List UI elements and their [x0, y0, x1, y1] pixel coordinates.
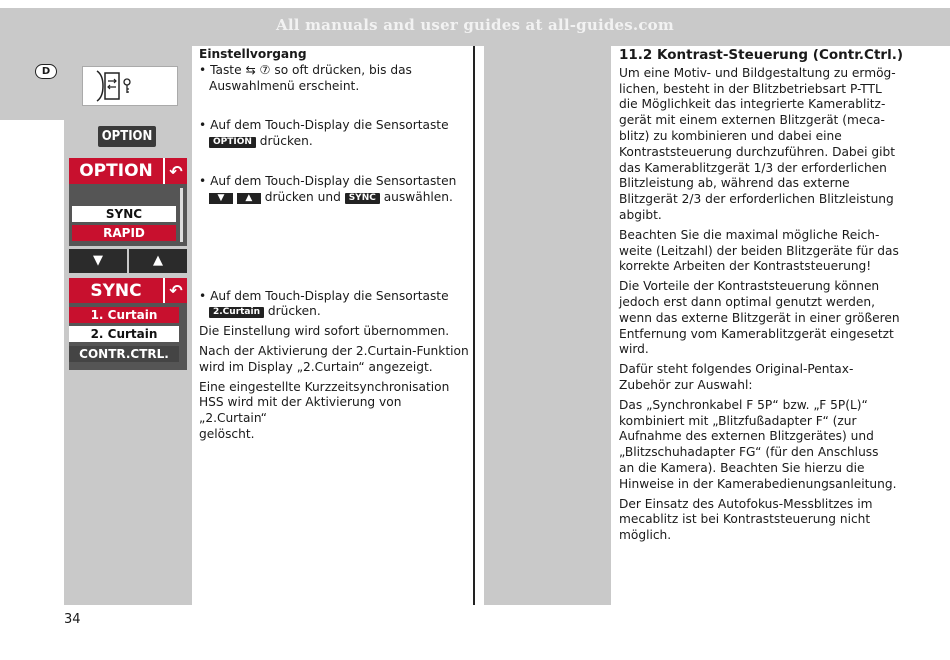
column-divider	[473, 46, 475, 605]
text-line: möglich.	[619, 528, 672, 543]
paragraph-4	[619, 362, 909, 394]
option-menu-title: OPTION	[79, 161, 153, 181]
section-heading: Einstellvorgang	[199, 47, 307, 61]
step-3: • Auf dem Touch-Display die Sensortasten	[199, 173, 457, 188]
mode-toggle-icon: ⇆ ⑦	[245, 62, 271, 77]
step-4: • Auf dem Touch-Display die Sensortaste	[199, 288, 449, 303]
text-line: Das „Synchronkabel F 5P“ bzw. „F 5P(L)“	[619, 397, 868, 412]
text-line: das Kamerablitzgerät 1/3 der erforderlichen	[619, 160, 887, 175]
text-line: an die Kamera). Beachten Sie hierzu die	[619, 460, 865, 475]
step-2-text-b: drücken.	[255, 134, 313, 149]
step-1	[199, 63, 469, 79]
back-icon: ↶	[163, 278, 187, 303]
sync-menu-header	[69, 278, 187, 303]
paragraph-2	[619, 228, 909, 275]
text-line: blitz) zu kombinieren und dabei eine	[619, 128, 842, 143]
text-line: korrekte Arbeiten der Kontraststeuerung!	[619, 259, 872, 274]
step-3-text-b: drücken und	[260, 189, 345, 204]
option-menu-header	[69, 158, 187, 184]
step-1-text: • Taste	[199, 62, 246, 77]
up-key-icon: ▲	[237, 193, 261, 204]
step-2: • Auf dem Touch-Display die Sensortaste	[199, 118, 449, 133]
text-line: weite (Leitzahl) der beiden Blitzgeräte für das	[619, 243, 899, 258]
note-2-l2: wird im Display „2.Curtain“ angezeigt.	[199, 359, 433, 374]
text-line: abgibt.	[619, 207, 662, 222]
paragraph-6	[619, 497, 909, 544]
text-line: Der Einsatz des Autofokus-Messblitzes im	[619, 496, 873, 511]
down-arrow-icon: ▼	[69, 249, 127, 273]
text-line: Hinweise in der Kamerabedienungsanleitung.	[619, 476, 897, 491]
menu-item-2-curtain: 2. Curtain	[69, 326, 179, 342]
text-line: wenn das externe Blitzgerät in einer größeren	[619, 310, 900, 325]
mode-button-illustration	[82, 66, 178, 106]
text-line: Kontraststeuerung durchzuführen. Dabei gibt	[619, 144, 896, 159]
step-1-cont: Auswahlmenü erscheint.	[209, 78, 360, 93]
text-line: Dafür steht folgendes Original-Pentax-	[619, 362, 854, 377]
paragraph-1	[619, 66, 909, 224]
menu-item-rapid: RAPID	[72, 225, 176, 241]
text-line: lichen, besteht in der Blitzbetriebsart P-TTL	[619, 81, 882, 96]
step-1-text-b: so oft drücken, bis das	[270, 62, 412, 77]
menu-item-1-curtain: 1. Curtain	[69, 307, 179, 323]
curtain-key: 2.Curtain	[209, 307, 264, 318]
left-text-column	[199, 47, 469, 443]
paragraph-5	[619, 398, 909, 493]
right-gray-column	[484, 46, 611, 605]
note-3-l1: Eine eingestellte Kurzzeitsynchronisation	[199, 379, 450, 394]
step-3-cont	[199, 190, 469, 206]
menu-item-contr-ctrl: CONTR.CTRL.	[69, 346, 179, 362]
step-2-cont	[199, 134, 469, 150]
paragraph-3	[619, 279, 909, 358]
step-4-text-b: drücken.	[264, 304, 321, 319]
text-line: Aufnahme des externen Blitzgerätes) und	[619, 429, 874, 444]
right-text-column	[619, 48, 909, 544]
page-number: 34	[64, 612, 81, 627]
right-heading: 11.2 Kontrast-Steuerung (Contr.Ctrl.)	[619, 47, 903, 63]
text-line: wird.	[619, 342, 649, 357]
text-line: gerät mit einem externen Blitzgerät (meca-	[619, 113, 885, 128]
note-3-l2: HSS wird mit der Aktivierung von „2.Curtain“	[199, 395, 402, 426]
scrollbar	[180, 188, 183, 242]
down-key-icon: ▼	[209, 193, 233, 204]
step-3-text-c: auswählen.	[379, 189, 453, 204]
option-menu-screen	[69, 158, 187, 246]
note-3-l3: gelöscht.	[199, 426, 255, 441]
back-icon: ↶	[163, 158, 187, 184]
option-key: OPTION	[209, 137, 256, 148]
sync-menu-screen	[69, 278, 187, 370]
text-line: Blitzgerät 2/3 der erforderlichen Blitzleistung	[619, 192, 894, 207]
text-line: Um eine Motiv- und Bildgestaltung zu ermög-	[619, 65, 896, 80]
text-line: Blitzleistung ab, während das externe	[619, 176, 850, 191]
sync-key: SYNC	[345, 193, 380, 204]
note-2-l1: Nach der Aktivierung der 2.Curtain-Funktion	[199, 343, 469, 358]
text-line: die Möglichkeit das integrierte Kamerablitz-	[619, 97, 886, 112]
option-button: OPTION	[98, 126, 156, 147]
step-4-cont	[199, 304, 469, 320]
note-1: Die Einstellung wird sofort übernommen.	[199, 324, 450, 339]
mode-button-icon	[83, 67, 177, 105]
text-line: mecablitz ist bei Kontraststeuerung nicht	[619, 512, 871, 527]
text-line: jedoch erst dann optimal genutzt werden,	[619, 294, 875, 309]
text-line: kombiniert mit „Blitzfußadapter F“ (zur	[619, 413, 857, 428]
language-badge: D	[35, 64, 57, 79]
sync-menu-title: SYNC	[90, 280, 142, 301]
text-line: Beachten Sie die maximal mögliche Reich-	[619, 227, 880, 242]
text-line: Die Vorteile der Kontraststeuerung können	[619, 279, 880, 294]
watermark: All manuals and user guides at all-guides.com	[276, 16, 674, 34]
up-arrow-icon: ▲	[129, 249, 187, 273]
text-line: „Blitzschuhadapter FG“ (für den Anschluss	[619, 445, 879, 460]
text-line: Zubehör zur Auswahl:	[619, 377, 753, 392]
text-line: Entfernung vom Kamerablitzgerät eingesetzt	[619, 326, 894, 341]
menu-item-sync: SYNC	[72, 206, 176, 222]
